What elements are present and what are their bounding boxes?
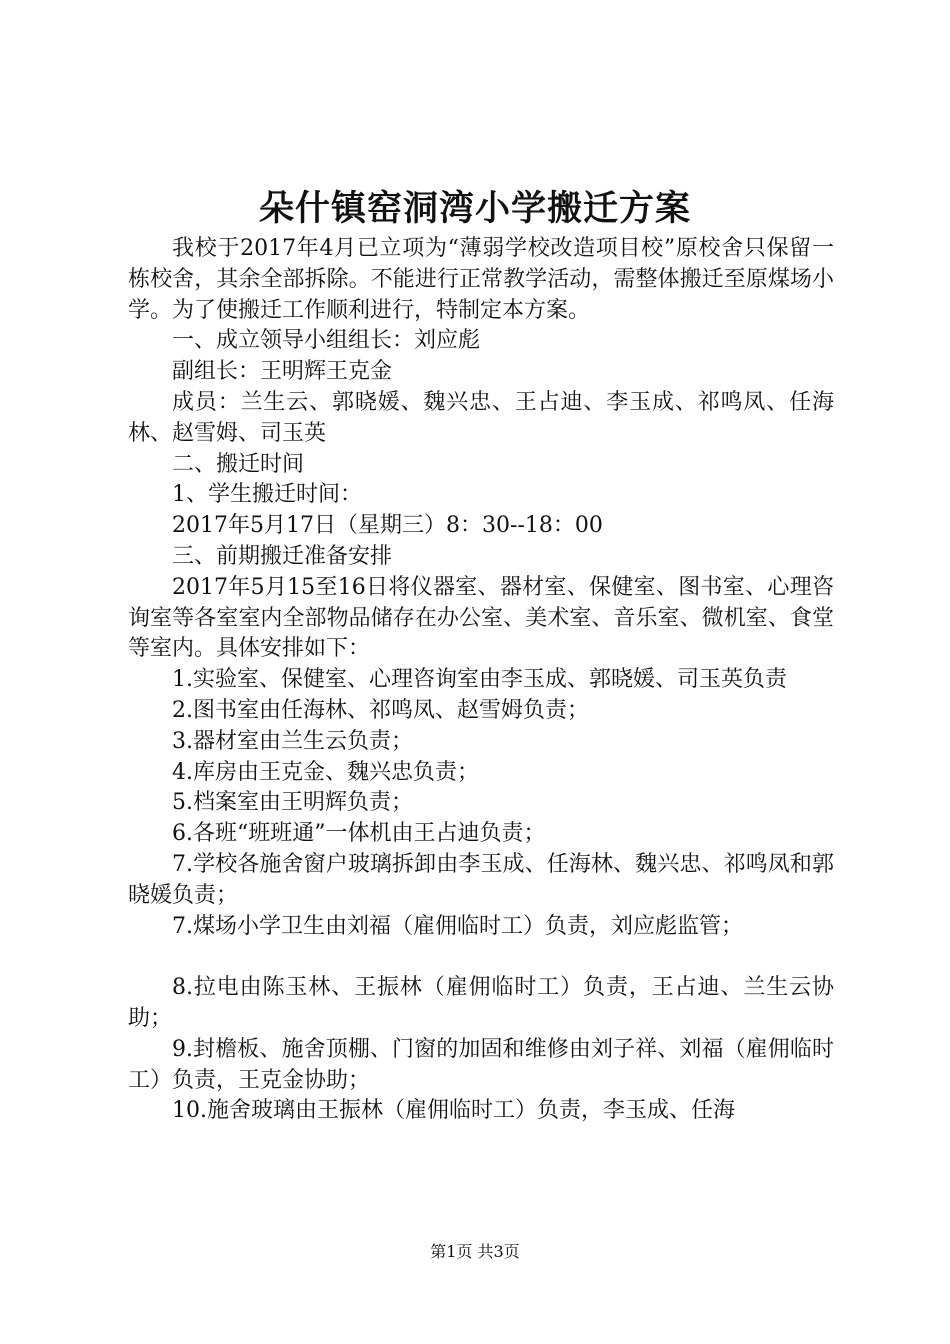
paragraph: 2.图书室由任海林、祁鸣凤、赵雪姆负责；: [172, 697, 589, 723]
paragraph: 5.档案室由王明辉负责；: [172, 790, 413, 816]
paragraph: 7.学校各施舍窗户玻璃拆卸由李玉成、任海林、魏兴忠、祁鸣凤和郭晓媛负责；: [128, 851, 834, 908]
paragraph: 1、学生搬迁时间：: [172, 482, 362, 508]
paragraph: 我校于2017年4月已立项为“薄弱学校改造项目校”原校舍只保留一栋校舍，其余全部拆除。不能进行正常教学活动，需整体搬迁至原煤场小学。为了使搬迁工作顺利进行，特制定本方案。: [128, 236, 834, 323]
paragraph: 成员：兰生云、郭晓媛、魏兴忠、王占迪、李玉成、祁鸣凤、任海林、赵雪姆、司玉英: [128, 389, 834, 446]
document-title: 朵什镇窑洞湾小学搬迁方案: [258, 188, 691, 229]
page-footer: 第1页 共3页: [430, 1242, 520, 1261]
paragraph: 2017年5月17日（星期三）8：30--18：00: [172, 513, 603, 539]
paragraph: 6.各班“班班通”一体机由王占迪负责；: [172, 821, 546, 847]
paragraph: 10.施舍玻璃由王振林（雇佣临时工）负责，李玉成、任海: [172, 1098, 735, 1124]
paragraph: 3.器材室由兰生云负责；: [172, 728, 413, 754]
paragraph: 9.封檐板、施舍顶棚、门窗的加固和维修由刘子祥、刘福（雇佣临时工）负责，王克金协助；: [128, 1036, 834, 1093]
paragraph: 三、前期搬迁准备安排: [172, 543, 393, 569]
paragraph: 4.库房由王克金、魏兴忠负责；: [172, 759, 479, 785]
paragraph: 一、成立领导小组组长：刘应彪: [172, 328, 481, 354]
paragraph: 副组长：王明辉王克金: [172, 359, 393, 385]
paragraph: 1.实验室、保健室、心理咨询室由李玉成、郭晓媛、司玉英负责: [172, 667, 787, 693]
blank-line: [128, 942, 834, 973]
paragraph: 2017年5月15至16日将仪器室、器材室、保健室、图书室、心理咨询室等各室室内全部物品储存在办公室、美术室、音乐室、微机室、食堂等室内。具体安排如下：: [128, 574, 834, 662]
paragraph: 二、搬迁时间: [172, 451, 305, 477]
paragraph: 8.拉电由陈玉林、王振林（雇佣临时工）负责，王占迪、兰生云协助；: [128, 975, 834, 1031]
paragraph: 7.煤场小学卫生由刘福（雇佣临时工）负责，刘应彪监管；: [172, 913, 743, 939]
document-body: [128, 234, 834, 1127]
